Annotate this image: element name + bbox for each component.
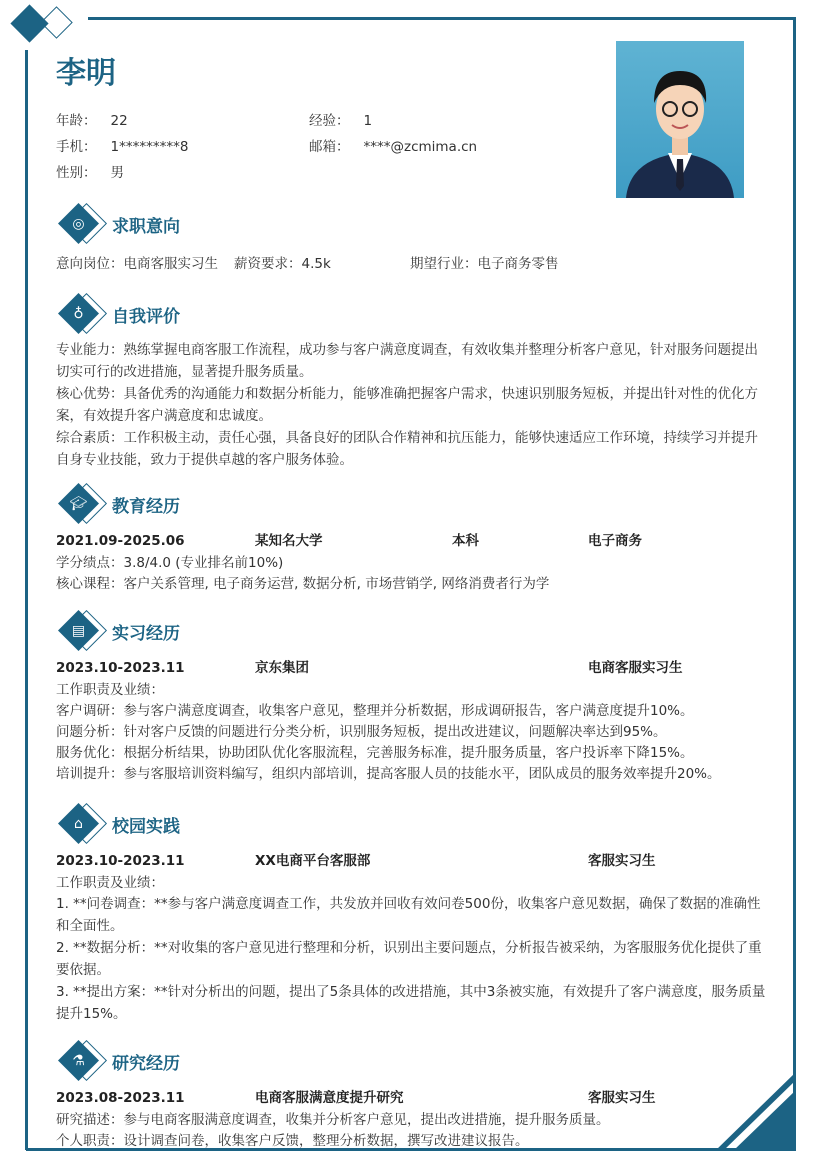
intern-role: 电商客服实习生 (588, 660, 683, 676)
intern-line: 工作职责及业绩： (56, 682, 164, 698)
research-line: 个人职责：设计调查问卷，收集客户反馈，整理分析数据，撰写改进建议报告。 (56, 1133, 529, 1149)
edu-gpa: 学分绩点：3.8/4.0 (专业排名前10%) (56, 555, 284, 571)
edu-courses: 核心课程：客户关系管理, 电子商务运营, 数据分析, 市场营销学, 网络消费者行为学 (56, 576, 550, 592)
campus-icon: ⌂ (74, 815, 83, 832)
section-title: 研究经历 (112, 1054, 180, 1074)
section-title: 自我评价 (112, 307, 180, 327)
campus-line: 3. **提出方案：**针对分析出的问题，提出了5条具体的改进措施，其中3条被实施，有效提升了客户满意度，服务质量提升15%。 (56, 984, 766, 1022)
profile-photo (616, 41, 744, 198)
research-project: 电商客服满意度提升研究 (255, 1090, 404, 1106)
section-title: 求职意向 (112, 217, 180, 237)
campus-line: 2. **数据分析：**对收集的客户意见进行整理和分析，识别出主要问题点，分析报告被采纳，为客服服务优化提供了重要依据。 (56, 940, 762, 978)
target-icon: ◎ (72, 215, 85, 232)
section-education (56, 484, 768, 595)
intern-date: 2023.10-2023.11 (56, 660, 185, 676)
campus-line: 工作职责及业绩： (56, 875, 164, 891)
basic-info-left (56, 108, 188, 186)
gender-value: 男 (110, 165, 124, 181)
campus-line: 1. **问卷调查：**参与客户满意度调查工作，共发放并回收有效问卷500份，收集客户意见数据，确保了数据的准确性和全面性。 (56, 896, 761, 934)
section-title: 教育经历 (112, 497, 180, 517)
gender-label: 性别： (56, 165, 97, 181)
edu-school: 某知名大学 (255, 533, 323, 549)
edu-date: 2021.09-2025.06 (56, 533, 185, 549)
email-label: 邮箱： (309, 139, 350, 155)
intent-industry: 期望行业：电子商务零售 (410, 256, 559, 272)
intern-line: 问题分析：针对客户反馈的问题进行分类分析，识别服务短板，提出改进建议，问题解决率达到95%。 (56, 724, 667, 740)
phone-label: 手机： (56, 139, 97, 155)
corner-diamond-outline (40, 6, 73, 39)
campus-org: XX电商平台客服部 (255, 853, 371, 869)
self-eval-paragraph: 综合素质：工作积极主动，责任心强，具备良好的团队合作精神和抗压能力，能够快速适应工作环境，持续学习并提升自身专业技能，致力于提供卓越的客户服务体验。 (56, 430, 758, 468)
phone-value: 1*********8 (110, 139, 189, 155)
intern-line: 服务优化：根据分析结果，协助团队优化客服流程，完善服务标准，提升服务质量，客户投诉率下降15%。 (56, 745, 694, 761)
section-job-intent (56, 204, 768, 276)
briefcase-icon: ▤ (71, 622, 86, 639)
intern-company: 京东集团 (255, 660, 309, 676)
self-eval-paragraph: 专业能力：熟练掌握电商客服工作流程，成功参与客户满意度调查，有效收集并整理分析客户意见，针对服务问题提出切实可行的改进措施，显著提升服务质量。 (56, 342, 758, 380)
frame-top-line (88, 17, 796, 20)
basic-info-right (309, 108, 477, 160)
edu-degree: 本科 (452, 533, 479, 549)
section-self-evaluation (56, 294, 768, 472)
age-value: 22 (110, 113, 128, 129)
campus-date: 2023.10-2023.11 (56, 853, 185, 869)
flask-icon: ⚗︎ (72, 1052, 85, 1069)
age-label: 年龄： (56, 113, 97, 129)
section-campus-practice (56, 804, 768, 1026)
frame-right-line (793, 17, 796, 1151)
email-value: ****@zcmima.cn (363, 139, 478, 155)
self-eval-paragraph: 核心优势：具备优秀的沟通能力和数据分析能力，能够准确把握客户需求，快速识别服务短板，并提出针对性的优化方案，有效提升客户满意度和忠诚度。 (56, 386, 758, 424)
section-title: 实习经历 (112, 624, 180, 644)
intent-salary: 薪资要求：4.5k (234, 256, 331, 272)
research-line: 研究描述：参与电商客服满意度调查，收集并分析客户意见，提出改进措施，提升服务质量。 (56, 1112, 610, 1128)
research-role: 客服实习生 (588, 1090, 656, 1106)
experience-label: 经验： (309, 113, 350, 129)
edu-major: 电子商务 (588, 533, 642, 549)
bulb-icon: ♁ (73, 305, 84, 322)
section-research (56, 1041, 768, 1152)
intent-position: 意向岗位：电商客服实习生 (56, 256, 218, 272)
frame-left-line (25, 50, 28, 1150)
campus-role: 客服实习生 (588, 853, 656, 869)
section-internship (56, 611, 768, 785)
intern-line: 客户调研：参与客户满意度调查，收集客户意见，整理并分析数据，形成调研报告，客户满意度提升10%。 (56, 703, 694, 719)
intern-line: 培训提升：参与客服培训资料编写，组织内部培训，提高客服人员的技能水平，团队成员的服务效率提升20%。 (56, 766, 721, 782)
candidate-name: 李明 (56, 56, 116, 91)
experience-value: 1 (363, 113, 373, 129)
research-date: 2023.08-2023.11 (56, 1090, 185, 1106)
section-title: 校园实践 (112, 817, 180, 837)
graduation-cap-icon: 🎓︎ (69, 495, 88, 512)
